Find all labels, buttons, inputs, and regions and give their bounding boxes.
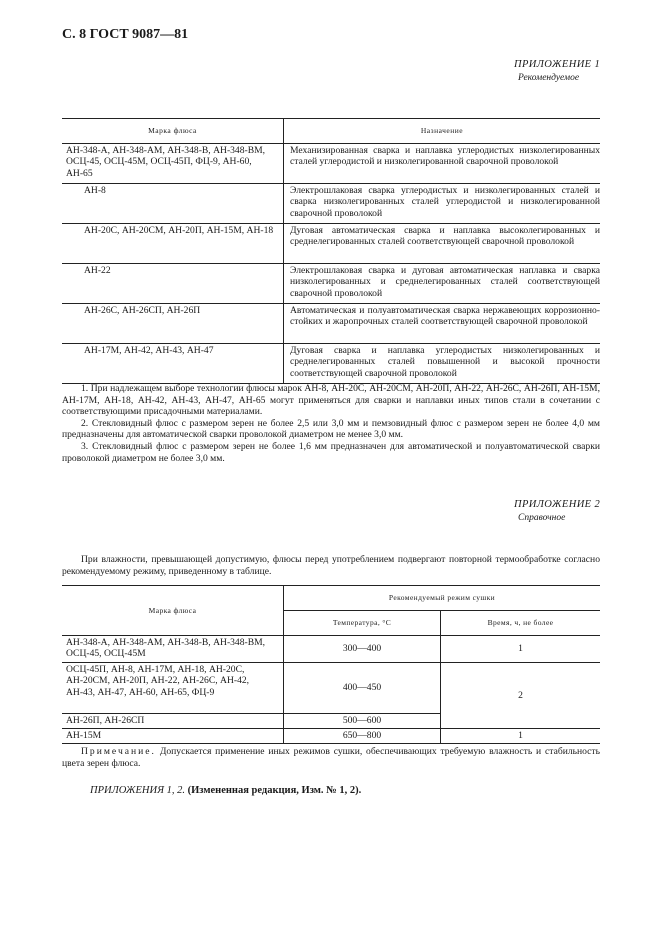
column-header-time: Время, ч, не более xyxy=(441,611,601,636)
appendix-2-intro xyxy=(62,554,600,577)
time-cell: 1 xyxy=(441,636,601,663)
table-row xyxy=(62,304,600,344)
appendix-1-subtitle: Рекомендуемое xyxy=(518,73,580,83)
flux-purpose-cell: Автоматическая и полуавтоматическая сварка нержавеющих коррозионно-стойких и жаропрочных сталей соответствующей сварочной проволокой xyxy=(284,304,601,344)
note-text: Допускается применение иных режимов сушки, обеспечивающих требуемую влажность и стабильность цвета зерен флюса. xyxy=(62,746,601,769)
column-header-mark: Марка флюса xyxy=(62,119,284,144)
time-cell: 2 xyxy=(441,663,601,729)
column-header-mark: Марка флюса xyxy=(62,586,284,636)
intro-paragraph: При влажности, превышающей допустимую, флюсы перед употреблением подвергают повторной термообработке согласно рекомендуемому режиму, приведенному в таблице. xyxy=(62,554,600,577)
flux-mark-cell: АН-20С, АН-20СМ, АН-20П, АН-15М, АН-18 xyxy=(62,224,284,264)
table-row xyxy=(62,344,600,384)
flux-purpose-cell: Электрошлаковая сварка углеродистых и низколегированных сталей и сварка низколегированных сталей углеродистой и низколегированной сварочной проволокой xyxy=(284,184,601,224)
table-row xyxy=(62,264,600,304)
amendment-italic: ПРИЛОЖЕНИЯ 1, 2. xyxy=(90,785,185,796)
table-row xyxy=(62,636,600,663)
amendment-bold: (Измененная редакция, Изм. № 1, 2). xyxy=(187,785,362,796)
table-row xyxy=(62,144,600,184)
note-label: Примечание. xyxy=(81,746,156,757)
column-header-group: Рекомендуемый режим сушки xyxy=(284,586,601,611)
drying-mode-table xyxy=(62,585,600,744)
appendix-2-note xyxy=(62,746,600,769)
flux-purpose-cell: Электрошлаковая сварка и дуговая автоматическая наплавка и сварка низколегированных и среднелегированных сталей соответствующей сварочной проволокой xyxy=(284,264,601,304)
flux-mark-cell: АН-348-А, АН-348-АМ, АН-348-В, АН-348-ВМ, ОСЦ-45, ОСЦ-45М, ОСЦ-45П, ФЦ-9, АН-60, АН-65 xyxy=(62,144,284,184)
flux-purpose-cell: Дуговая автоматическая сварка и наплавка высоколегированных и среднелегированных сталей соответствующей сварочной проволокой xyxy=(284,224,601,264)
flux-mark-cell: АН-22 xyxy=(62,264,284,304)
table-header-row xyxy=(62,586,600,611)
flux-mark-cell: АН-17М, АН-42, АН-43, АН-47 xyxy=(62,344,284,384)
flux-mark-cell: АН-15М xyxy=(62,729,284,744)
flux-mark-cell: АН-26П, АН-26СП xyxy=(62,714,284,729)
appendix-1-notes xyxy=(62,383,600,464)
temperature-cell: 400—450 xyxy=(284,663,441,714)
flux-purpose-cell: Механизированная сварка и наплавка углеродистых низколегированных сталей углеродистой и низколегированной сварочной проволокой xyxy=(284,144,601,184)
appendix-2-subtitle: Справочное xyxy=(518,513,566,523)
flux-mark-cell: АН-26С, АН-26СП, АН-26П xyxy=(62,304,284,344)
table-header-row xyxy=(62,119,600,144)
time-cell: 1 xyxy=(441,729,601,744)
appendix-1-title: ПРИЛОЖЕНИЕ 1 xyxy=(514,59,601,70)
flux-mark-cell: АН-8 xyxy=(62,184,284,224)
flux-mark-cell: ОСЦ-45П, АН-8, АН-17М, АН-18, АН-20С, АН-20СМ, АН-20П, АН-22, АН-26С, АН-42, АН-43, АН-47, АН-60, АН-65, ФЦ-9 xyxy=(62,663,284,714)
temperature-cell: 500—600 xyxy=(284,714,441,729)
temperature-cell: 650—800 xyxy=(284,729,441,744)
table-row xyxy=(62,729,600,744)
appendix-2-title: ПРИЛОЖЕНИЕ 2 xyxy=(514,499,601,510)
flux-mark-cell: АН-348-А, АН-348-АМ, АН-348-В, АН-348-ВМ, ОСЦ-45, ОСЦ-45М xyxy=(62,636,284,663)
flux-purpose-cell: Дуговая сварка и наплавка углеродистых низколегированных и среднелегированных сталей повышенной и высокой прочности соответствующей сварочной проволокой xyxy=(284,344,601,384)
note-paragraph: 3. Стекловидный флюс с размером зерен не более 1,6 мм предназначен для автоматической и полуавтоматической сварки проволокой диаметром не более 3,0 мм. xyxy=(62,440,600,464)
table-row xyxy=(62,663,600,714)
column-header-temperature: Температура, °С xyxy=(284,611,441,636)
table-row xyxy=(62,184,600,224)
table-row xyxy=(62,224,600,264)
appendix-1-table xyxy=(62,118,600,384)
temperature-cell: 300—400 xyxy=(284,636,441,663)
column-header-purpose: Назначение xyxy=(284,119,601,144)
page-header: С. 8 ГОСТ 9087—81 xyxy=(62,27,189,42)
note-paragraph: 1. При надлежащем выборе технологии флюсы марок АН-8, АН-20С, АН-20СМ, АН-20П, АН-22, АН-26С, АН-26П, АН-15М, АН-17М, АН-18, АН-42, АН-43, АН-47, АН-65 могут применяться для сварки и наплавки иных типов стали в сочетании с соответствующими присадочными материалами. xyxy=(62,383,600,418)
amendment-line xyxy=(90,785,361,796)
note-paragraph: 2. Стекловидный флюс с размером зерен не более 2,5 или 3,0 мм и пемзовидный флюс с размером зерен не более 4,0 мм предназначены для автоматической сварки проволокой диаметром не менее 3,0 мм. xyxy=(62,417,600,441)
